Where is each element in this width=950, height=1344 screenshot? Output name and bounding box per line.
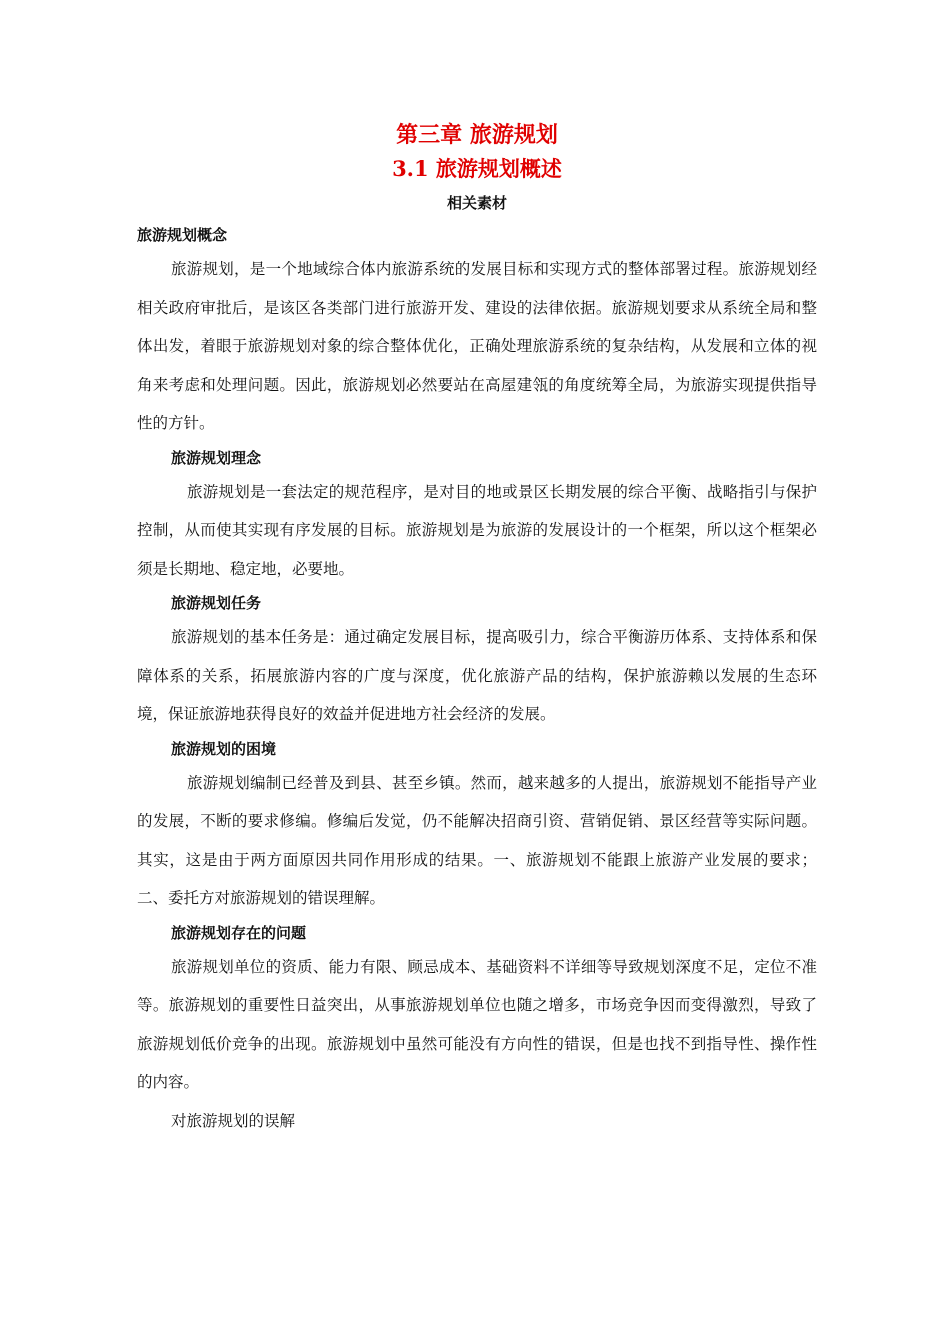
paragraph-philosophy: 旅游规划是一套法定的规范程序，是对目的地或景区长期发展的综合平衡、战略指引与保护控制，从而使其实现有序发展的目标。旅游规划是为旅游的发展设计的一个框架，所以这个框架必须是长期地、稳定地，必要地。 bbox=[137, 482, 817, 578]
heading-philosophy: 旅游规划理念 bbox=[171, 448, 262, 467]
heading-misunderstanding: 对旅游规划的误解 bbox=[171, 1111, 296, 1130]
document-content bbox=[137, 118, 817, 1140]
heading-tasks: 旅游规划任务 bbox=[171, 594, 262, 612]
chapter-title: 第三章 旅游规划 bbox=[396, 122, 558, 148]
heading-problems: 旅游规划存在的问题 bbox=[171, 923, 307, 942]
paragraph-dilemma: 旅游规划编制已经普及到县、甚至乡镇。然而，越来越多的人提出，旅游规划不能指导产业的发展，不断的要求修编。修编后发觉，仍不能解决招商引资、营销促销、景区经营等实际问题。其实，这是由于两方面原因共同作用形成的结果。一、旅游规划不能跟上旅游产业发展的要求；二、委托方对旅游规划的错误理解。 bbox=[137, 773, 817, 907]
heading-dilemma: 旅游规划的困境 bbox=[171, 739, 277, 758]
material-label: 相关素材 bbox=[446, 194, 507, 212]
heading-concept: 旅游规划概念 bbox=[137, 226, 228, 244]
paragraph-concept: 旅游规划，是一个地域综合体内旅游系统的发展目标和实现方式的整体部署过程。旅游规划经相关政府审批后，是该区各类部门进行旅游开发、建设的法律依据。旅游规划要求从系统全局和整体出发，着眼于旅游规划对象的综合整体优化，正确处理旅游系统的复杂结构，从发展和立体的视角来考虑和处理问题。因此，旅游规划必然要站在高屋建瓴的角度统筹全局，为旅游实现提供指导性的方针。 bbox=[137, 260, 817, 432]
section-title: 3.1 旅游规划概述 bbox=[392, 156, 562, 181]
paragraph-tasks: 旅游规划的基本任务是：通过确定发展目标，提高吸引力，综合平衡游历体系、支持体系和保障体系的关系，拓展旅游内容的广度与深度，优化旅游产品的结构，保护旅游赖以发展的生态环境，保证旅游地获得良好的效益并促进地方社会经济的发展。 bbox=[137, 628, 817, 723]
paragraph-problems: 旅游规划单位的资质、能力有限、顾忌成本、基础资料不详细等导致规划深度不足，定位不准等。旅游规划的重要性日益突出，从事旅游规划单位也随之增多，市场竞争因而变得激烈，导致了旅游规划低价竞争的出现。旅游规划中虽然可能没有方向性的错误，但是也找不到指导性、操作性的内容。 bbox=[137, 957, 817, 1091]
